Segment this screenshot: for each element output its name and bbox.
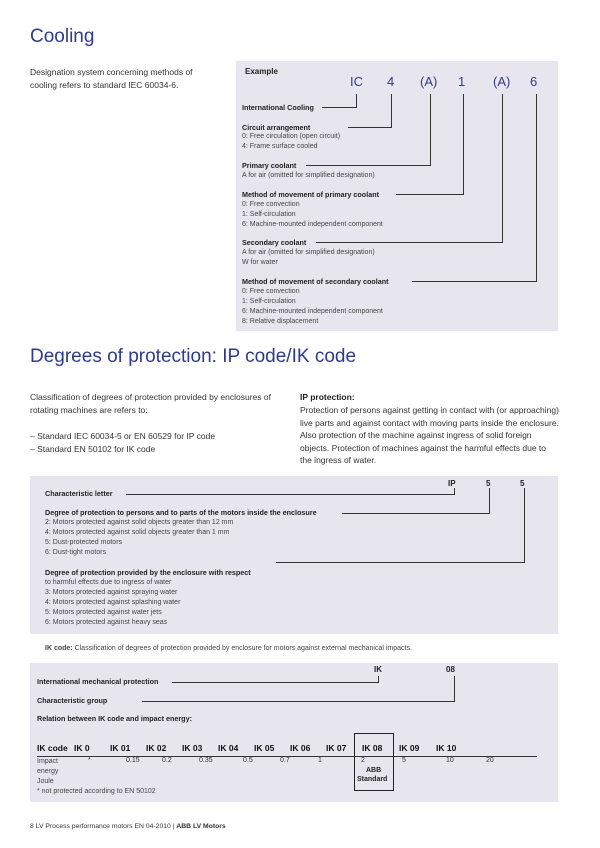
ik-characteristic-group-label: Characteristic group — [37, 696, 108, 705]
method-secondary-item: 1: Self-circulation — [242, 298, 296, 305]
ik-code-caption-label: IK code: — [45, 645, 73, 652]
code-method-primary: 1 — [458, 74, 466, 89]
degree-persons-item: 6: Dust-tight motors — [45, 549, 107, 556]
ip-heading: IP protection: — [300, 392, 355, 402]
ik-code-caption-text: Classification of degrees of protection provided by enclosure for motors against external mechanical impacts. — [72, 645, 412, 652]
circuit-item: 4: Frame surface cooled — [242, 143, 318, 150]
connector-line — [412, 281, 536, 282]
code-ic: IC — [350, 74, 363, 89]
connector-line — [142, 701, 454, 702]
degree-water-item: 5: Motors protected against water jets — [45, 609, 162, 616]
ik-header-cell: IK 06 — [290, 743, 311, 753]
characteristic-letter-label: Characteristic letter — [45, 489, 113, 498]
ik-value-cell: 0.2 — [162, 757, 172, 764]
ik-value-cell: 1 — [318, 757, 322, 764]
ik-row-label: Joule — [37, 778, 54, 785]
code-secondary: (A) — [493, 74, 511, 89]
ik-value-cell: 5 — [402, 757, 406, 764]
connector-line — [356, 94, 357, 108]
connector-line — [342, 513, 489, 514]
classification-text: Classification of degrees of protection provided by enclosures of rotating machines are refers to: — [30, 392, 271, 415]
abb-standard-label: ABB — [366, 767, 382, 774]
international-cooling-label: International Cooling — [242, 103, 314, 112]
code-circuit: 4 — [387, 74, 395, 89]
ik-header-cell: IK 0 — [74, 743, 90, 753]
ip-second-digit: 5 — [520, 479, 525, 488]
connector-line — [322, 107, 356, 108]
ik-international-label: International mechanical protection — [37, 677, 159, 686]
ik-relation-label: Relation between IK code and impact energy: — [37, 714, 192, 723]
page-footer — [30, 822, 226, 832]
protection-title: Degrees of protection: IP code/IK code — [30, 346, 357, 367]
method-secondary-item: 8: Relative displacement — [242, 318, 319, 325]
method-secondary-item: 0: Free convection — [242, 288, 300, 295]
ip-first-digit: 5 — [486, 479, 491, 488]
cooling-title: Cooling — [30, 26, 95, 47]
abb-standard-label: Standard — [357, 776, 388, 783]
primary-item: A for air (omitted for simplified designation) — [242, 172, 375, 179]
degree-water-title: Degree of protection provided by the enclosure with respect — [45, 568, 251, 577]
ik-row-label: energy — [37, 768, 59, 775]
ik-value-cell: 0.35 — [199, 757, 213, 764]
ik-row-label: Impact — [37, 758, 59, 765]
method-primary-item: 6: Machine-mounted independent component — [242, 221, 383, 228]
connector-line — [172, 682, 378, 683]
connector-line — [378, 676, 379, 683]
ik-header-cell: IK 02 — [146, 743, 167, 753]
degree-water-item: 4: Motors protected against splashing water — [45, 599, 181, 606]
ik-note: * not protected according to EN 50102 — [37, 788, 156, 795]
secondary-item: W for water — [242, 259, 278, 266]
connector-line — [396, 194, 463, 195]
footer-text: 8 LV Process performance motors EN 04-2010 | — [30, 823, 177, 830]
ik-header-cell: IK 05 — [254, 743, 275, 753]
ip-text: Protection of persons against getting in contact with (or approaching) live parts and against contact with moving parts inside the enclosure. Also protection of the machine against ingress of solid foreign objects. Protection of machines against the harmful effects due to the ingress of water. — [300, 405, 559, 465]
degree-persons-title: Degree of protection to persons and to parts of the motors inside the enclosure — [45, 508, 317, 517]
ik-value-cell: 10 — [446, 757, 454, 764]
degree-water-item: 6: Motors protected against heavy seas — [45, 619, 168, 626]
method-secondary-item: 6: Machine-mounted independent component — [242, 308, 383, 315]
connector-line — [126, 494, 454, 495]
cooling-intro: Designation system concerning methods of cooling refers to standard IEC 60034-6. — [30, 67, 193, 90]
ik-header-cell: IK 09 — [399, 743, 420, 753]
secondary-item: A for air (omitted for simplified designation) — [242, 249, 375, 256]
primary-title: Primary coolant — [242, 161, 297, 170]
standard-item: – Standard EN 50102 for IK code — [30, 444, 156, 454]
example-label: Example — [245, 67, 278, 76]
ik-value-cell: 0.15 — [126, 757, 140, 764]
method-primary-title: Method of movement of primary coolant — [242, 190, 379, 199]
ip-code: IP — [448, 479, 456, 488]
connector-line — [391, 94, 392, 128]
degree-persons-item: 4: Motors protected against solid objects greater than 1 mm — [45, 529, 230, 536]
code-method-secondary: 6 — [530, 74, 538, 89]
ik-header-cell: IK 10 — [436, 743, 457, 753]
connector-line — [276, 562, 524, 563]
ik-value-cell: 20 — [486, 757, 494, 764]
connector-line — [502, 94, 503, 243]
connector-line — [430, 94, 431, 166]
ik-code-value: 08 — [446, 665, 455, 674]
standard-item: – Standard IEC 60034-5 or EN 60529 for IP code — [30, 431, 216, 441]
ik-header-row — [0, 743, 600, 755]
degree-persons-item: 5: Dust-protected motors — [45, 539, 123, 546]
ik-header-cell: IK code — [37, 743, 68, 753]
connector-line — [489, 488, 490, 514]
connector-line — [316, 242, 502, 243]
ik-header-cell: IK 07 — [326, 743, 347, 753]
connector-line — [454, 488, 455, 495]
circuit-title: Circuit arrangement — [242, 123, 311, 132]
degree-water-item: 3: Motors protected against spraying water — [45, 589, 178, 596]
degree-water-item: to harmful effects due to ingress of water — [45, 579, 172, 586]
code-primary: (A) — [420, 74, 438, 89]
ik-value-cell: 2 — [361, 757, 365, 764]
connector-line — [463, 94, 464, 195]
ik-header-cell: IK 04 — [218, 743, 239, 753]
ik-header-cell: IK 01 — [110, 743, 131, 753]
ik-value-cell: * — [88, 757, 91, 764]
connector-line — [524, 488, 525, 563]
method-primary-item: 1: Self-circulation — [242, 211, 296, 218]
footer-brand: ABB LV Motors — [176, 823, 226, 830]
secondary-title: Secondary coolant — [242, 238, 307, 247]
ik-value-cell: 0.7 — [280, 757, 290, 764]
ik-value-cell: 0.5 — [243, 757, 253, 764]
ik-header-cell: IK 03 — [182, 743, 203, 753]
connector-line — [536, 94, 537, 282]
method-secondary-title: Method of movement of secondary coolant — [242, 277, 389, 286]
connector-line — [348, 127, 391, 128]
ik-values-row — [0, 757, 600, 769]
connector-line — [306, 165, 430, 166]
connector-line — [454, 676, 455, 702]
degree-persons-item: 2: Motors protected against solid objects greater than 12 mm — [45, 519, 234, 526]
method-primary-item: 0: Free convection — [242, 201, 300, 208]
ik-code-caption — [45, 644, 412, 654]
ik-header-cell: IK 08 — [362, 743, 383, 753]
ik-code: IK — [374, 665, 382, 674]
circuit-item: 0: Free circulation (open circuit) — [242, 133, 341, 140]
